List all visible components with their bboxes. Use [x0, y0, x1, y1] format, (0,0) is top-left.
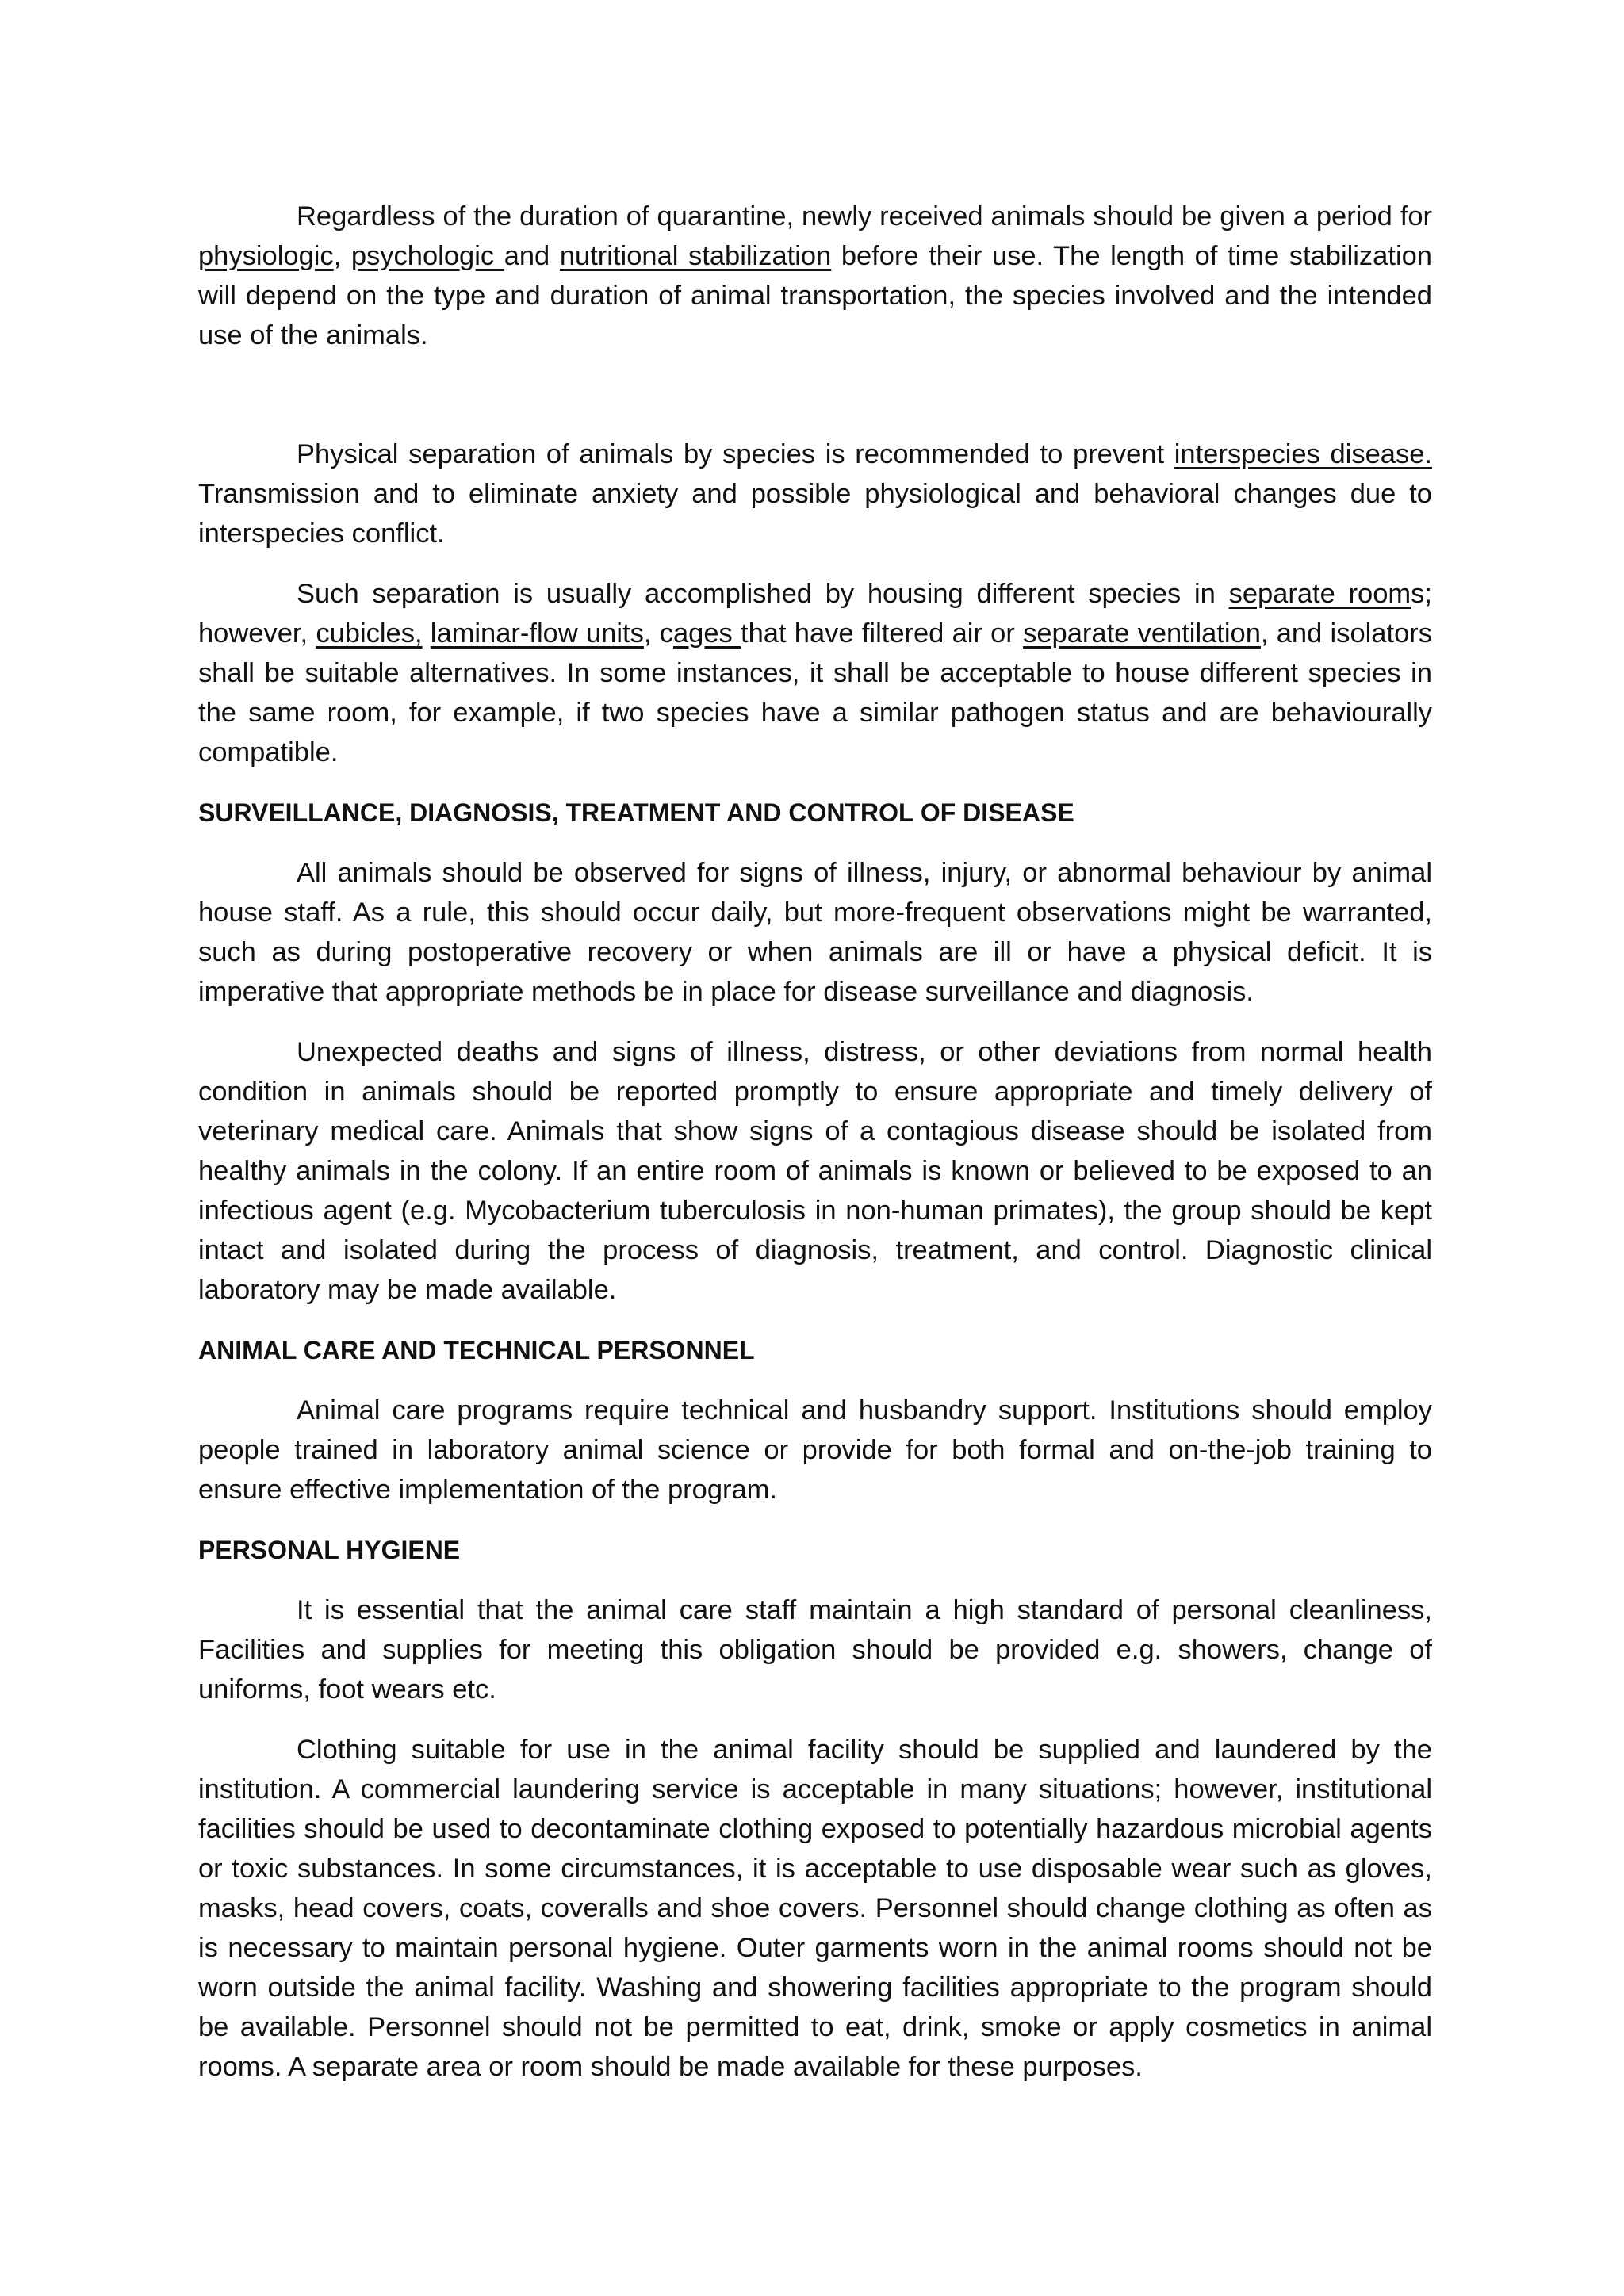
underlined-term-separate-room: separate room — [1228, 579, 1411, 609]
text-run: Transmission and to eliminate anxiety and possible physiological and behavioral changes due to interspecies conflict. — [198, 479, 1432, 549]
text-run: , and isolators shall be suitable alternatives. In some instances, it shall be acceptable to house different species in the same room, for example, if two species have a similar pathogen status and are behaviourally compatible. — [198, 618, 1432, 767]
text-run: , — [333, 241, 351, 271]
text-run: s; however, — [198, 579, 1433, 649]
document-page — [198, 197, 1432, 2107]
paragraph-cleanliness: It is essential that the animal care staff maintain a high standard of personal cleanliness, Facilities and supplies for meeting this obligation should be provided e.g. showers, change of uniforms, foot wears etc. — [198, 1595, 1432, 1705]
underlined-term-interspecies-disease: interspecies disease. — [1174, 439, 1432, 469]
paragraph-physical-separation — [198, 434, 1432, 553]
text-run: that have filtered air or — [741, 618, 1024, 649]
text-run: Such separation is usually accomplished by housing different species in — [297, 579, 1229, 609]
text-run: , c — [643, 618, 673, 649]
text-run: and — [504, 241, 560, 271]
text-run: Regardless of the duration of quarantine, newly received animals should be given a period for — [297, 201, 1432, 232]
section-heading-surveillance: SURVEILLANCE, DIAGNOSIS, TREATMENT AND CONTROL OF DISEASE — [198, 798, 1074, 827]
section-heading-animal-care-personnel: ANIMAL CARE AND TECHNICAL PERSONNEL — [198, 1336, 755, 1364]
text-run — [423, 618, 431, 649]
paragraph-unexpected-deaths: Unexpected deaths and signs of illness, distress, or other deviations from normal health condition in animals should be reported promptly to ensure appropriate and timely delivery of veterinary medical care. Animals that show signs of a contagious disease should be isolated from healthy animals in the colony. If an entire room of animals is known or believed to be exposed to an infectious agent (e.g. Mycobacterium tuberculosis in non-human primates), the group should be kept intact and isolated during the process of diagnosis, treatment, and control. Diagnostic clinical laboratory may be made available. — [198, 1037, 1432, 1305]
underlined-term-separate-ventilation: separate ventilation — [1023, 618, 1261, 649]
underlined-term-psychologic: psychologic — [350, 241, 504, 271]
paragraph-separation-methods — [198, 574, 1432, 772]
paragraph-observation: All animals should be observed for signs of illness, injury, or abnormal behaviour by animal house staff. As a rule, this should occur daily, but more-frequent observations might be warranted, such as during postoperative recovery or when animals are ill or have a physical deficit. It is imperative that appropriate methods be in place for disease surveillance and diagnosis. — [198, 858, 1432, 1007]
text-run: before their use. The length of time stabilization will depend on the type and duration of animal transportation, the species involved and the intended use of the animals. — [198, 241, 1432, 350]
underlined-term-laminar-flow-units: laminar-flow units — [430, 618, 644, 649]
paragraph-stabilization — [198, 197, 1432, 355]
underlined-term-cages: ages — [672, 618, 741, 649]
paragraph-technical-support: Animal care programs require technical and husbandry support. Institutions should employ people trained in laboratory animal science or provide for both formal and on-the-job training to ensure effective implementation of the program. — [198, 1395, 1432, 1505]
underlined-term-cubicles: cubicles, — [316, 618, 423, 649]
section-heading-personal-hygiene: PERSONAL HYGIENE — [198, 1536, 461, 1564]
underlined-term-physiologic: physiologic — [198, 241, 334, 271]
text-run: Physical separation of animals by species is recommended to prevent — [297, 439, 1174, 469]
paragraph-clothing: Clothing suitable for use in the animal facility should be supplied and laundered by the institution. A commercial laundering service is acceptable in many situations; however, institutional facilities should be used to decontaminate clothing exposed to potentially hazardous microbial agents or toxic substances. In some circumstances, it is acceptable to use disposable wear such as gloves, masks, head covers, coats, coveralls and shoe covers. Personnel should change clothing as often as is necessary to maintain personal hygiene. Outer garments worn in the animal rooms should not be worn outside the animal facility. Washing and showering facilities appropriate to the program should be available. Personnel should not be permitted to eat, drink, smoke or apply cosmetics in animal rooms. A separate area or room should be made available for these purposes. — [198, 1735, 1432, 2082]
underlined-term-nutritional-stabilization: nutritional stabilization — [559, 241, 832, 271]
